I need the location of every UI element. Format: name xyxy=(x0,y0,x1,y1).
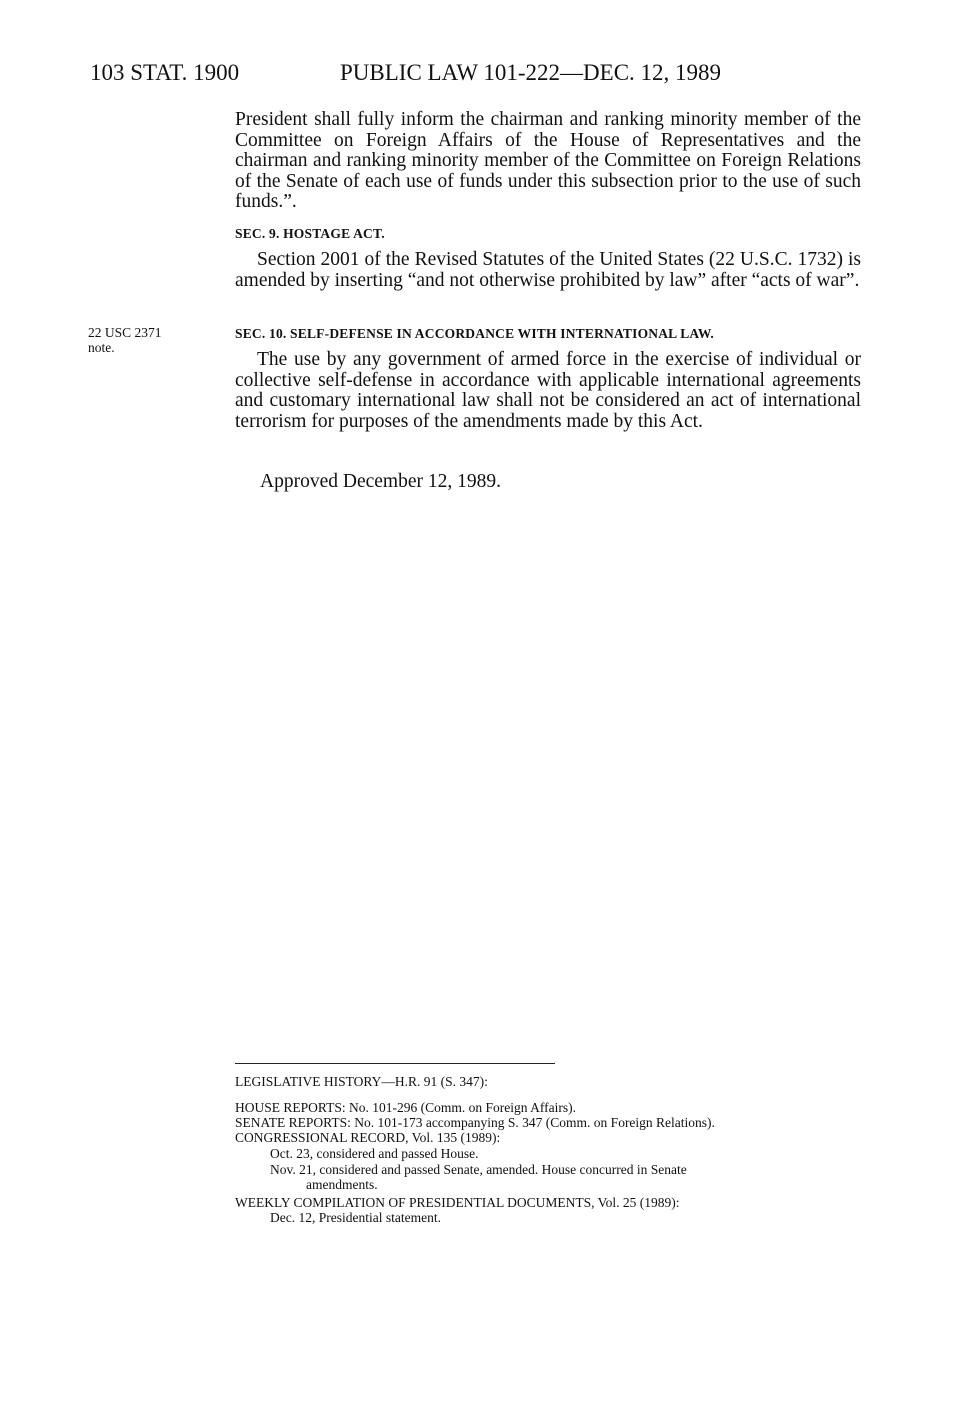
divider-rule xyxy=(235,1063,555,1064)
congressional-record-entry: Oct. 23, considered and passed House. xyxy=(270,1146,479,1161)
section-9-text: Section 2001 of the Revised Statutes of the United States (22 U.S.C. 1732) is amended by inserting “and not otherwise prohibited by law” after “acts of war”. xyxy=(235,249,861,291)
legislative-history-title: LEGISLATIVE HISTORY—H.R. 91 (S. 347): xyxy=(235,1074,488,1089)
stat-page-number: 103 STAT. 1900 xyxy=(90,60,240,85)
entry-line: Nov. 21, considered and passed Senate, amended. House concurred in Senate xyxy=(270,1162,687,1177)
weekly-compilation: WEEKLY COMPILATION OF PRESIDENTIAL DOCUMENTS, Vol. 25 (1989): xyxy=(235,1195,680,1210)
entry-continuation: amendments. xyxy=(306,1177,378,1192)
congressional-record: CONGRESSIONAL RECORD, Vol. 135 (1989): xyxy=(235,1130,501,1145)
margin-note-citation: 22 USC 2371 xyxy=(88,325,162,340)
senate-reports: SENATE REPORTS: No. 101-173 accompanying S. 347 (Comm. on Foreign Relations). xyxy=(235,1115,715,1130)
weekly-compilation-entry: Dec. 12, Presidential statement. xyxy=(270,1210,441,1225)
section-10-text: The use by any government of armed force in the exercise of individual or collective self-defense in accordance with applicable international agreements and customary international law shall not be considered an act of international terrorism for purposes of the amendments made by this Act. xyxy=(235,349,861,432)
congressional-record-entry xyxy=(270,1162,865,1192)
section-10-heading: SEC. 10. SELF-DEFENSE IN ACCORDANCE WITH INTERNATIONAL LAW. xyxy=(235,326,714,341)
house-reports: HOUSE REPORTS: No. 101-296 (Comm. on Foreign Affairs). xyxy=(235,1100,576,1115)
approval-date: Approved December 12, 1989. xyxy=(260,471,501,492)
section-9-heading: SEC. 9. HOSTAGE ACT. xyxy=(235,226,385,241)
margin-note-label: note. xyxy=(88,340,115,355)
intro-paragraph: President shall fully inform the chairman and ranking minority member of the Committee on Foreign Affairs of the House of Representatives and the chairman and ranking minority member of the Committee on Foreign Relations of the Senate of each use of funds under this subsection prior to the use of such funds.”. xyxy=(235,109,861,212)
public-law-title: PUBLIC LAW 101-222—DEC. 12, 1989 xyxy=(340,60,722,85)
margin-note xyxy=(88,325,208,355)
